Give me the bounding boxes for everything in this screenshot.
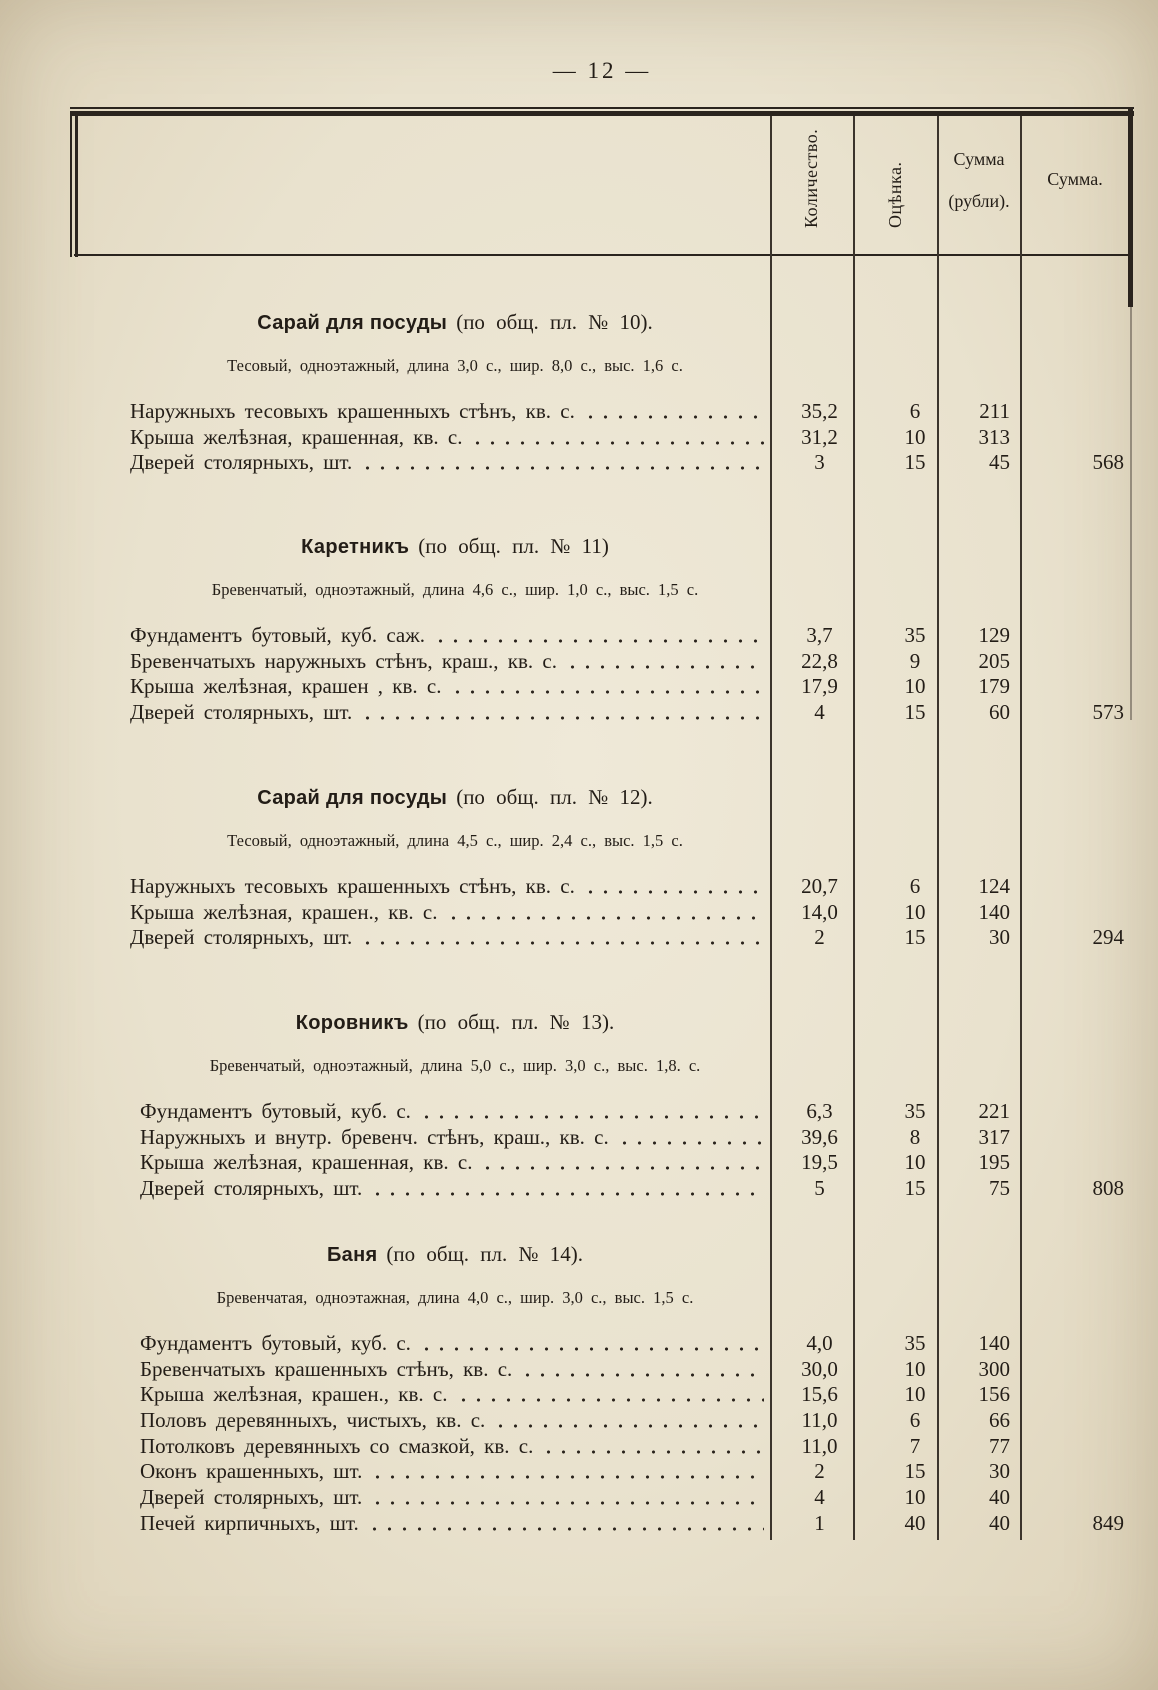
item-label: Печей кирпичныхъ, шт. bbox=[140, 1510, 359, 1535]
table-row bbox=[0, 900, 1158, 926]
sum-cell: 129 bbox=[978, 623, 1010, 647]
section-total-cell: 573 bbox=[1092, 700, 1124, 725]
dot-leader bbox=[583, 874, 764, 900]
estimate-cell: 15 bbox=[904, 925, 926, 950]
quantity-cell: 39,6 bbox=[801, 1124, 838, 1149]
column-header-quantity: Количество. bbox=[801, 128, 821, 228]
estimate-cell: 9 bbox=[909, 648, 921, 673]
table-header-rule bbox=[74, 254, 1132, 256]
table-border-left-inner bbox=[75, 116, 78, 257]
quantity-cell: 4 bbox=[814, 1485, 825, 1510]
section-title bbox=[120, 306, 790, 338]
item-label: Дверей столярныхъ, шт. bbox=[130, 925, 353, 950]
item-label: Наружныхъ и внутр. бревенч. стѣнъ, краш., кв. с. bbox=[140, 1124, 609, 1149]
estimate-cell: 40 bbox=[904, 1510, 926, 1535]
item-label-cell bbox=[130, 674, 770, 700]
quantity-cell: 4 bbox=[814, 700, 825, 725]
item-label-cell bbox=[130, 900, 770, 926]
total-cell-empty bbox=[1020, 399, 1130, 425]
table-row bbox=[0, 1331, 1158, 1357]
dot-leader bbox=[565, 649, 764, 675]
sum-cell: 66 bbox=[989, 1408, 1010, 1433]
sum-cell: 77 bbox=[989, 1433, 1010, 1458]
dot-leader bbox=[446, 900, 765, 926]
item-label-cell bbox=[140, 1331, 770, 1357]
dot-leader bbox=[541, 1434, 764, 1460]
estimate-cell: 35 bbox=[904, 1331, 926, 1355]
section-title bbox=[120, 1006, 790, 1038]
total-cell-empty bbox=[1020, 649, 1130, 675]
total-cell-empty bbox=[1020, 674, 1130, 700]
table-border-left bbox=[70, 111, 72, 257]
item-label: Наружныхъ тесовыхъ крашенныхъ стѣнъ, кв. с. bbox=[130, 399, 575, 423]
section-description: Тесовый, одноэтажный, длина 3,0 с., шир. 8,0 с., выс. 1,6 с. bbox=[227, 356, 683, 375]
item-rows bbox=[0, 623, 1158, 726]
item-label: Фундаментъ бутовый, куб. с. bbox=[140, 1331, 411, 1355]
sum-cell: 60 bbox=[989, 700, 1010, 725]
estimate-cell: 15 bbox=[904, 450, 926, 475]
table-row bbox=[0, 1099, 1158, 1125]
section-plan-ref: (по общ. пл. № 11) bbox=[418, 534, 609, 558]
item-label: Наружныхъ тесовыхъ крашенныхъ стѣнъ, кв. с. bbox=[130, 874, 575, 898]
section-plan-ref: (по общ. пл. № 14). bbox=[386, 1242, 584, 1266]
item-label: Дверей столярныхъ, шт. bbox=[140, 1176, 363, 1201]
dot-leader bbox=[480, 1150, 764, 1176]
estimate-cell: 8 bbox=[909, 1124, 921, 1149]
item-label-cell bbox=[130, 649, 770, 675]
section-title bbox=[120, 781, 790, 813]
item-label-cell bbox=[140, 1125, 770, 1151]
dot-leader bbox=[370, 1485, 764, 1511]
column-header-total: Сумма. bbox=[1047, 169, 1103, 189]
item-label: Бревенчатыхъ крашенныхъ стѣнъ, кв. с. bbox=[140, 1356, 513, 1381]
section-plan-ref: (по общ. пл. № 13). bbox=[417, 1010, 615, 1034]
dot-leader bbox=[419, 1099, 764, 1125]
estimate-cell: 6 bbox=[909, 874, 921, 898]
item-label: Фундаментъ бутовый, куб. саж. bbox=[130, 623, 425, 647]
table-row bbox=[0, 925, 1158, 951]
section-name: Каретникъ bbox=[301, 536, 410, 558]
item-label: Дверей столярныхъ, шт. bbox=[130, 700, 353, 725]
item-label: Крыша желѣзная, крашенная, кв. с. bbox=[140, 1150, 473, 1175]
table-row bbox=[0, 399, 1158, 425]
estimate-cell: 10 bbox=[904, 1485, 926, 1510]
sum-cell: 40 bbox=[989, 1510, 1010, 1535]
item-label: Потолковъ деревянныхъ со смазкой, кв. с. bbox=[140, 1433, 534, 1458]
sum-cell: 221 bbox=[978, 1099, 1010, 1123]
quantity-cell: 19,5 bbox=[801, 1150, 838, 1175]
total-cell-empty bbox=[1020, 1150, 1130, 1176]
item-label-cell bbox=[140, 1382, 770, 1408]
dot-leader bbox=[360, 925, 764, 951]
section-description: Бревенчатая, одноэтажная, длина 4,0 с., шир. 3,0 с., выс. 1,5 с. bbox=[216, 1288, 694, 1307]
table-row bbox=[0, 1408, 1158, 1434]
estimate-cell: 10 bbox=[904, 424, 926, 449]
table-row bbox=[0, 1176, 1158, 1202]
estimate-cell: 35 bbox=[904, 623, 926, 647]
estimate-cell: 10 bbox=[904, 899, 926, 924]
section-name: Коровникъ bbox=[295, 1012, 409, 1034]
item-rows bbox=[0, 1331, 1158, 1537]
section-total-cell: 849 bbox=[1092, 1510, 1124, 1535]
table-row bbox=[0, 1485, 1158, 1511]
sum-cell: 195 bbox=[978, 1150, 1010, 1175]
sum-cell: 140 bbox=[978, 1331, 1010, 1355]
quantity-cell: 15,6 bbox=[801, 1382, 838, 1407]
total-cell-empty bbox=[1020, 623, 1130, 649]
sum-cell: 205 bbox=[978, 648, 1010, 673]
section-title bbox=[120, 1238, 790, 1270]
item-label: Крыша желѣзная, крашенная, кв. с. bbox=[130, 424, 463, 449]
dot-leader bbox=[520, 1357, 764, 1383]
estimate-cell: 10 bbox=[904, 1382, 926, 1407]
item-label-cell bbox=[130, 623, 770, 649]
dot-leader bbox=[456, 1382, 765, 1408]
quantity-cell: 4,0 bbox=[806, 1331, 833, 1355]
dot-leader bbox=[360, 450, 764, 476]
item-label-cell bbox=[140, 1459, 770, 1485]
table-row bbox=[0, 450, 1158, 476]
item-label: Крыша желѣзная, крашен., кв. с. bbox=[140, 1382, 448, 1407]
item-label: Оконъ крашенныхъ, шт. bbox=[140, 1459, 363, 1484]
quantity-cell: 30,0 bbox=[801, 1356, 838, 1381]
sum-cell: 140 bbox=[978, 899, 1010, 924]
page-number: — 12 — bbox=[552, 58, 652, 83]
estimate-cell: 7 bbox=[909, 1433, 921, 1458]
column-header-estimate: Оцѣнка. bbox=[885, 161, 905, 229]
estimate-cell: 6 bbox=[909, 399, 921, 423]
item-label: Крыша желѣзная, крашен , кв. с. bbox=[130, 674, 442, 699]
quantity-cell: 31,2 bbox=[801, 424, 838, 449]
section-total-cell: 568 bbox=[1092, 450, 1124, 475]
table-row bbox=[0, 649, 1158, 675]
item-label-cell bbox=[140, 1150, 770, 1176]
item-label-cell bbox=[140, 1485, 770, 1511]
table-row bbox=[0, 1382, 1158, 1408]
sum-cell: 40 bbox=[989, 1485, 1010, 1510]
quantity-cell: 3 bbox=[814, 450, 825, 475]
table-row bbox=[0, 623, 1158, 649]
table-row bbox=[0, 425, 1158, 451]
sum-cell: 30 bbox=[989, 925, 1010, 950]
item-label-cell bbox=[130, 399, 770, 425]
item-label-cell bbox=[130, 425, 770, 451]
sum-cell: 211 bbox=[979, 399, 1010, 423]
section-dish-shed-12 bbox=[0, 781, 1158, 951]
section-carriage-house-11 bbox=[0, 530, 1158, 726]
quantity-cell: 5 bbox=[814, 1176, 825, 1201]
dot-leader bbox=[470, 425, 764, 451]
table-row bbox=[0, 1434, 1158, 1460]
table-row bbox=[0, 1357, 1158, 1383]
quantity-cell: 2 bbox=[814, 925, 825, 950]
item-label-cell bbox=[140, 1434, 770, 1460]
sum-cell: 156 bbox=[978, 1382, 1010, 1407]
sum-cell: 124 bbox=[978, 874, 1010, 898]
quantity-cell: 14,0 bbox=[801, 899, 838, 924]
section-plan-ref: (по общ. пл. № 12). bbox=[456, 785, 653, 809]
item-label: Фундаментъ бутовый, куб. с. bbox=[140, 1099, 411, 1123]
total-cell-empty bbox=[1020, 900, 1130, 926]
table-border-right bbox=[1128, 107, 1133, 307]
sum-cell: 45 bbox=[989, 450, 1010, 475]
sum-cell: 317 bbox=[978, 1124, 1010, 1149]
sum-cell: 75 bbox=[989, 1176, 1010, 1201]
sum-cell: 313 bbox=[978, 424, 1010, 449]
total-cell-empty bbox=[1020, 425, 1130, 451]
estimate-cell: 6 bbox=[909, 1408, 921, 1433]
item-label-cell bbox=[130, 700, 770, 726]
quantity-cell: 22,8 bbox=[801, 648, 838, 673]
estimate-cell: 10 bbox=[904, 1150, 926, 1175]
section-dish-shed-10 bbox=[0, 306, 1158, 476]
dot-leader bbox=[493, 1408, 764, 1434]
dot-leader bbox=[433, 623, 764, 649]
table-row bbox=[0, 1125, 1158, 1151]
dot-leader bbox=[370, 1176, 764, 1202]
quantity-cell: 3,7 bbox=[806, 623, 833, 647]
section-name: Сарай для посуды bbox=[257, 787, 448, 809]
quantity-cell: 11,0 bbox=[801, 1408, 838, 1433]
item-label: Дверей столярныхъ, шт. bbox=[140, 1485, 363, 1510]
item-label-cell bbox=[140, 1408, 770, 1434]
quantity-cell: 20,7 bbox=[801, 874, 838, 898]
section-cowshed-13 bbox=[0, 1006, 1158, 1202]
item-label-cell bbox=[130, 874, 770, 900]
section-name: Сарай для посуды bbox=[257, 312, 448, 334]
item-label: Половъ деревянныхъ, чистыхъ, кв. с. bbox=[140, 1408, 486, 1433]
item-rows bbox=[0, 1099, 1158, 1202]
item-label: Крыша желѣзная, крашен., кв. с. bbox=[130, 899, 438, 924]
total-cell-empty bbox=[1020, 1459, 1130, 1485]
quantity-cell: 11,0 bbox=[801, 1433, 838, 1458]
column-header-sum-line1: Сумма bbox=[953, 149, 1005, 169]
quantity-cell: 35,2 bbox=[801, 399, 838, 423]
section-total-cell: 808 bbox=[1092, 1176, 1124, 1201]
item-label-cell bbox=[140, 1099, 770, 1125]
sum-cell: 300 bbox=[978, 1356, 1010, 1381]
item-label-cell bbox=[140, 1511, 770, 1537]
total-cell-empty bbox=[1020, 874, 1130, 900]
item-label-cell bbox=[140, 1176, 770, 1202]
estimate-cell: 15 bbox=[904, 1459, 926, 1484]
item-label: Дверей столярныхъ, шт. bbox=[130, 450, 353, 475]
section-description: Бревенчатый, одноэтажный, длина 4,6 с., шир. 1,0 с., выс. 1,5 с. bbox=[211, 580, 699, 599]
section-description: Тесовый, одноэтажный, длина 4,5 с., шир. 2,4 с., выс. 1,5 с. bbox=[227, 831, 683, 850]
table-rule-top-thick bbox=[70, 111, 1134, 116]
estimate-cell: 35 bbox=[904, 1099, 926, 1123]
dot-leader bbox=[370, 1459, 764, 1485]
item-rows bbox=[0, 874, 1158, 951]
total-cell-empty bbox=[1020, 1408, 1130, 1434]
dot-leader bbox=[617, 1125, 764, 1151]
total-cell-empty bbox=[1020, 1357, 1130, 1383]
dot-leader bbox=[360, 700, 764, 726]
column-header-sum-line2: (рубли). bbox=[948, 191, 1010, 211]
item-label: Бревенчатыхъ наружныхъ стѣнъ, краш., кв. с. bbox=[130, 648, 557, 673]
table-rule-top-thin bbox=[70, 107, 1134, 109]
section-description: Бревенчатый, одноэтажный, длина 5,0 с., шир. 3,0 с., выс. 1,8. с. bbox=[209, 1056, 701, 1075]
dot-leader bbox=[419, 1331, 764, 1357]
quantity-cell: 17,9 bbox=[801, 674, 838, 699]
table-row bbox=[0, 674, 1158, 700]
total-cell-empty bbox=[1020, 1125, 1130, 1151]
table-row bbox=[0, 874, 1158, 900]
sum-cell: 30 bbox=[989, 1459, 1010, 1484]
quantity-cell: 6,3 bbox=[806, 1099, 833, 1123]
estimate-cell: 10 bbox=[904, 674, 926, 699]
estimate-cell: 15 bbox=[904, 700, 926, 725]
total-cell-empty bbox=[1020, 1331, 1130, 1357]
section-name: Баня bbox=[326, 1244, 378, 1266]
dot-leader bbox=[450, 674, 765, 700]
estimate-cell: 10 bbox=[904, 1356, 926, 1381]
section-bathhouse-14 bbox=[0, 1238, 1158, 1537]
section-total-cell: 294 bbox=[1092, 925, 1124, 950]
quantity-cell: 2 bbox=[814, 1459, 825, 1484]
section-plan-ref: (по общ. пл. № 10). bbox=[456, 310, 653, 334]
table-row bbox=[0, 700, 1158, 726]
total-cell-empty bbox=[1020, 1434, 1130, 1460]
table-row bbox=[0, 1511, 1158, 1537]
table-row bbox=[0, 1150, 1158, 1176]
total-cell-empty bbox=[1020, 1099, 1130, 1125]
sum-cell: 179 bbox=[978, 674, 1010, 699]
item-rows bbox=[0, 399, 1158, 476]
table-row bbox=[0, 1459, 1158, 1485]
section-title bbox=[120, 530, 790, 562]
dot-leader bbox=[367, 1511, 764, 1537]
item-label-cell bbox=[140, 1357, 770, 1383]
total-cell-empty bbox=[1020, 1382, 1130, 1408]
item-label-cell bbox=[130, 450, 770, 476]
item-label-cell bbox=[130, 925, 770, 951]
estimate-cell: 15 bbox=[904, 1176, 926, 1201]
quantity-cell: 1 bbox=[814, 1510, 825, 1535]
total-cell-empty bbox=[1020, 1485, 1130, 1511]
dot-leader bbox=[583, 399, 764, 425]
